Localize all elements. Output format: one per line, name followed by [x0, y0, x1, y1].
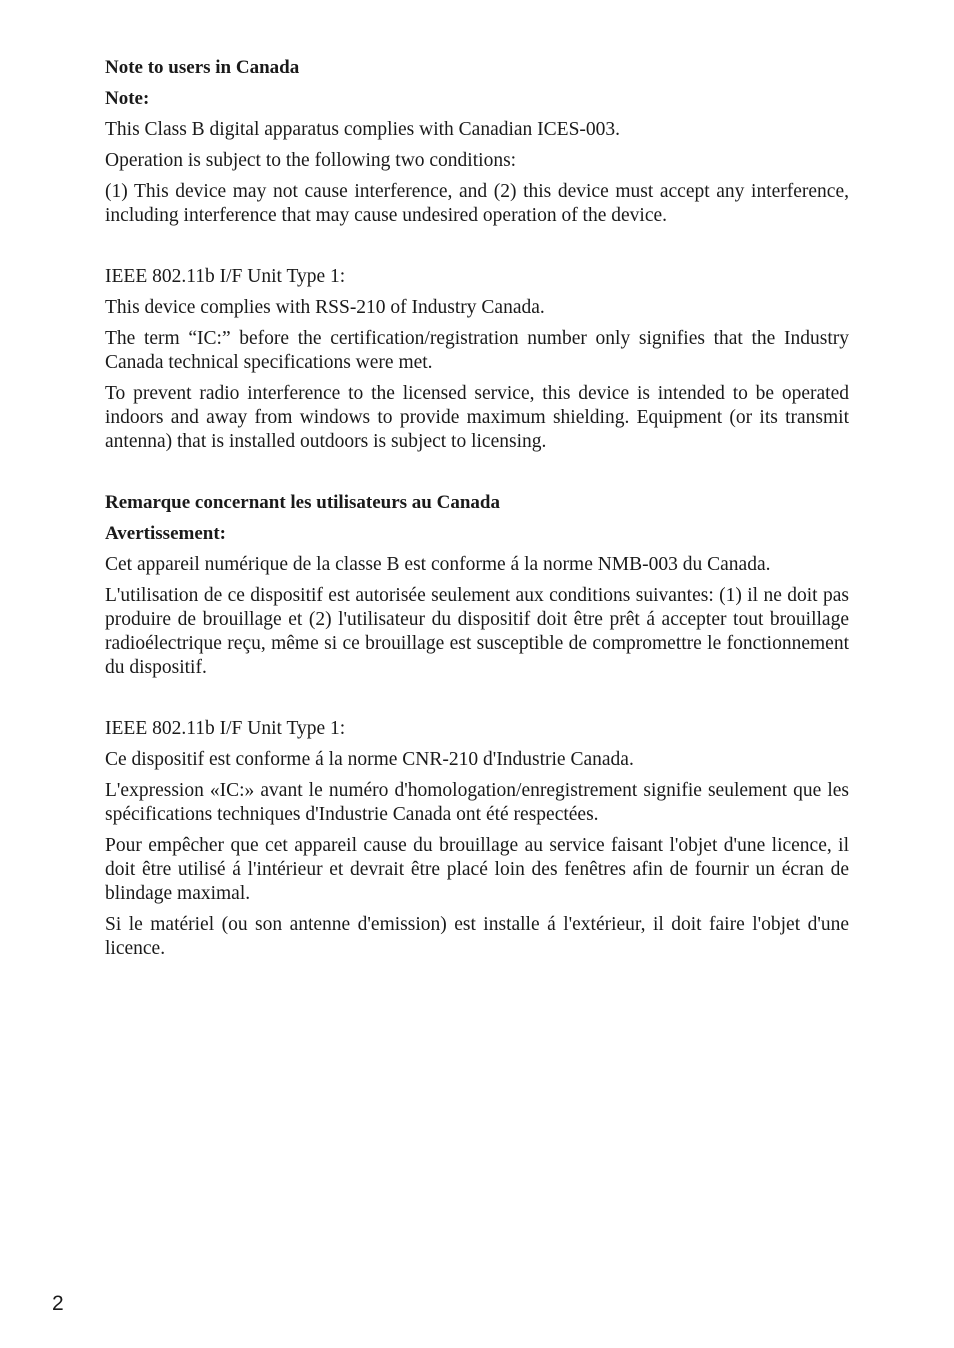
operation-conditions-paragraph: Operation is subject to the following two conditions: — [105, 150, 517, 171]
note-label: Note: — [105, 88, 150, 109]
rss-210-paragraph: This device complies with RSS-210 of Industry Canada. — [105, 297, 545, 318]
warning-label: Avertissement: — [105, 523, 226, 544]
cnr-210-paragraph: Ce dispositif est conforme á la norme CNR-210 d'Industrie Canada. — [105, 749, 634, 770]
page-number: 2 — [52, 1292, 64, 1315]
radio-interference-paragraph: To prevent radio interference to the licensed service, this device is intended to be operated indoors and away from windows to provide maximum shielding. Equipment (or its transmit antenna) that is installed outdoors is subject to licensing. — [105, 383, 849, 452]
ieee-unit-title-en: IEEE 802.11b I/F Unit Type 1: — [105, 266, 346, 287]
licence-exterieur-paragraph: Si le matériel (ou son antenne d'emission) est installe á l'extérieur, il doit faire l'objet d'une licence. — [105, 914, 849, 959]
interference-conditions-paragraph: (1) This device may not cause interference, and (2) this device must accept any interference, including interference that may cause undesired operation of the device. — [105, 181, 849, 226]
ic-term-paragraph: The term “IC:” before the certification/registration number only signifies that the Industry Canada technical specifications were met. — [105, 328, 849, 373]
canada-notice-heading-fr: Remarque concernant les utilisateurs au Canada — [105, 492, 500, 513]
canada-notice-heading-en: Note to users in Canada — [105, 57, 300, 78]
ieee-unit-title-fr: IEEE 802.11b I/F Unit Type 1: — [105, 718, 346, 739]
class-b-compliance-paragraph: This Class B digital apparatus complies with Canadian ICES-003. — [105, 119, 621, 140]
section-spacer — [105, 235, 849, 265]
expression-ic-paragraph: L'expression «IC:» avant le numéro d'homologation/enregistrement signifie seulement que les spécifications techniques d'Industrie Canada ont été respectées. — [105, 780, 849, 825]
page-content — [105, 56, 849, 968]
section-spacer — [105, 687, 849, 717]
conditions-utilisation-paragraph: L'utilisation de ce dispositif est autorisée seulement aux conditions suivantes: (1) il ne doit pas produire de brouillage et (2) l'utilisateur du dispositif doit être prêt á accepter tout brouillage radioélectrique reçu, même si ce brouillage est susceptible de compromettre le fonctionnement du dispositif. — [105, 585, 849, 678]
classe-b-paragraph: Cet appareil numérique de la classe B est conforme á la norme NMB-003 du Canada. — [105, 554, 771, 575]
section-spacer — [105, 461, 849, 491]
brouillage-paragraph: Pour empêcher que cet appareil cause du brouillage au service faisant l'objet d'une licence, il doit être utilisé á l'intérieur et devrait être placé loin des fenêtres afin de fournir un écran de blindage maximal. — [105, 835, 849, 904]
